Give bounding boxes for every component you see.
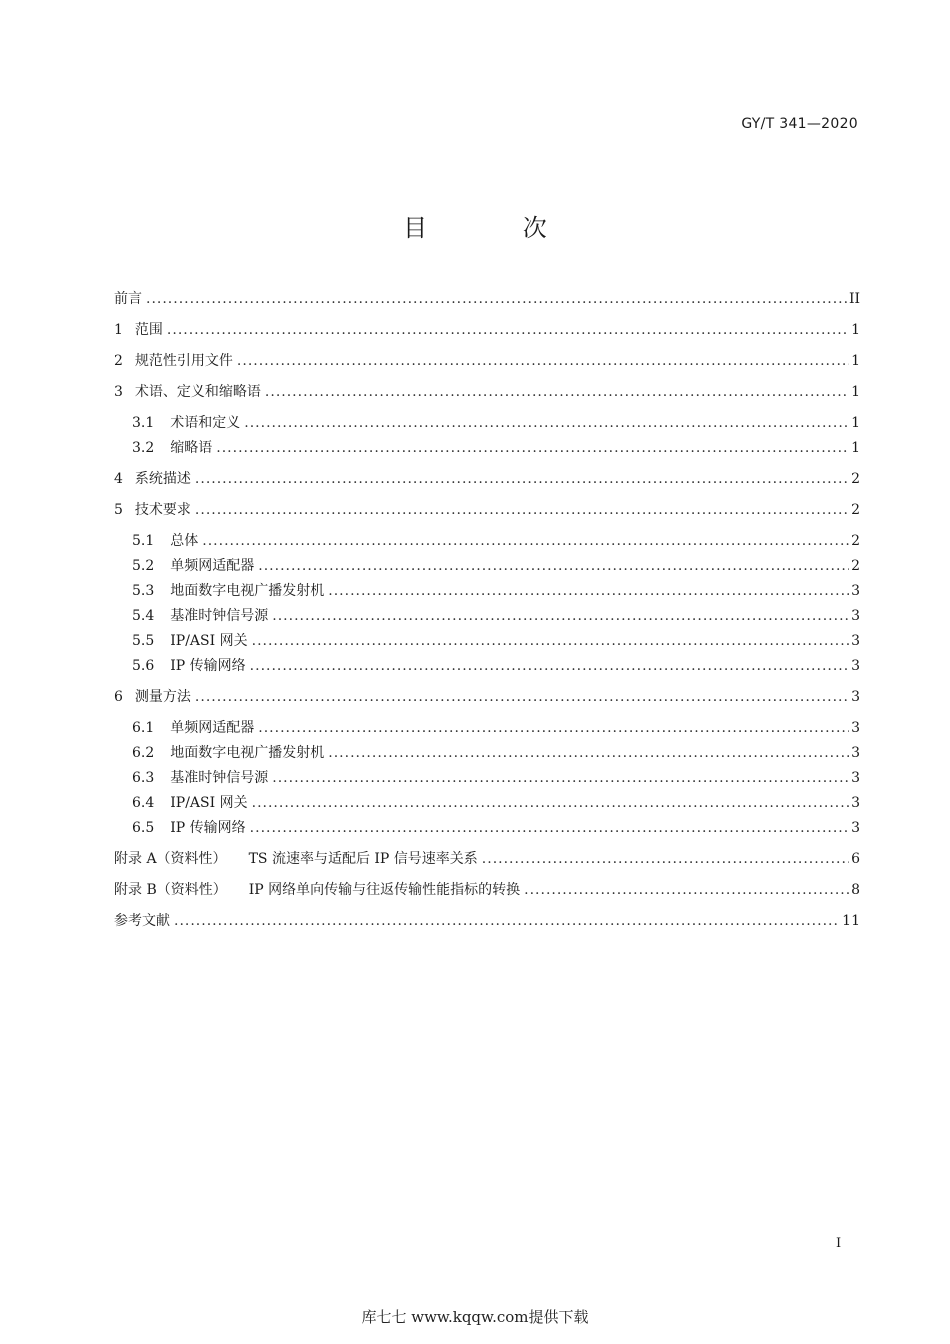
dot-leader [250,654,849,679]
toc-entry-annex-a[interactable] [114,847,860,872]
toc-entry-number: 5.1 [132,533,155,549]
dot-leader [202,529,849,554]
dot-leader [195,498,849,523]
dot-leader [174,909,840,934]
toc-page-number: 3 [851,820,860,836]
toc-entry-title: 范围 [134,322,163,338]
dot-leader [272,766,849,791]
page-number: I [836,1236,842,1251]
toc-page-number: 3 [851,583,860,599]
dot-leader [265,380,849,405]
toc-entry-number: 3.1 [132,415,155,431]
toc-page-number: 2 [851,558,860,574]
toc-entry-number: 6.5 [132,820,155,836]
dot-leader [195,685,849,710]
toc-page-number: 6 [851,851,860,867]
toc-entry-5-3[interactable] [114,579,860,604]
toc-entry-6-2[interactable] [114,741,860,766]
toc-page-number: II [848,291,860,307]
dot-leader [195,467,849,492]
toc-page-number: 3 [851,608,860,624]
toc-page-number: 8 [851,882,860,898]
toc-entry-6[interactable] [114,685,860,710]
toc-page-number: 3 [851,745,860,761]
toc-entry-3[interactable] [114,380,860,405]
toc-entry-references[interactable] [114,909,860,934]
toc-entry-number: 5.3 [132,583,155,599]
toc-entry-title: 单频网适配器 [170,558,255,574]
toc-entry-title: IP 传输网络 [170,658,246,674]
toc-entry-title: IP/ASI 网关 [170,633,248,649]
dot-leader [328,741,849,766]
toc-entry-number: 1 [114,322,123,338]
dot-leader [237,349,849,374]
toc-page-number: 3 [851,633,860,649]
dot-leader [272,604,849,629]
dot-leader [524,878,849,903]
toc-entry-6-5[interactable] [114,816,860,841]
toc-entry-5[interactable] [114,498,860,523]
toc-entry-title: 地面数字电视广播发射机 [170,745,325,761]
toc-entry-4[interactable] [114,467,860,492]
toc-entry-annex-b[interactable] [114,878,860,903]
dot-leader [252,791,849,816]
dot-leader [216,436,849,461]
toc-entry-6-3[interactable] [114,766,860,791]
toc-entry-title: 技术要求 [134,502,191,518]
toc-entry-title: 缩略语 [170,440,213,456]
toc-entry-6-1[interactable] [114,716,860,741]
toc-entry-title: 前言 [114,291,142,307]
toc-page-number: 11 [842,913,860,929]
page-title: 目 次 [403,214,591,242]
toc-entry-number: 6.3 [132,770,155,786]
toc-entry-5-6[interactable] [114,654,860,679]
standard-code: GY/T 341—2020 [741,116,858,132]
toc-entry-number: 2 [114,353,123,369]
toc-entry-title: 术语和定义 [170,415,241,431]
toc-page-number: 1 [851,384,860,400]
toc-entry-title: 参考文献 [114,913,170,929]
toc-entry-title: IP/ASI 网关 [170,795,248,811]
toc-entry-number: 6.4 [132,795,155,811]
toc-entry-number: 3.2 [132,440,155,456]
toc-entry-number: 5.6 [132,658,155,674]
toc-entry-title: IP 传输网络 [170,820,246,836]
toc-page-number: 3 [851,689,860,705]
table-of-contents [114,287,860,934]
toc-entry-number: 5 [114,502,123,518]
toc-entry-preface[interactable] [114,287,860,312]
toc-page-number: 3 [851,795,860,811]
toc-entry-number: 6 [114,689,123,705]
toc-entry-title: IP 网络单向传输与往返传输性能指标的转换 [248,882,521,898]
dot-leader [146,287,847,312]
toc-page-number: 3 [851,770,860,786]
toc-entry-title: 总体 [170,533,199,549]
toc-page-number: 2 [851,502,860,518]
toc-entry-title: 规范性引用文件 [134,353,233,369]
toc-entry-3-1[interactable] [114,411,860,436]
toc-entry-number: 6.1 [132,720,155,736]
toc-entry-number: 3 [114,384,123,400]
toc-entry-number: 6.2 [132,745,155,761]
dot-leader [167,318,849,343]
download-source-note: 库七七 www.kqqw.com提供下载 [361,1308,589,1326]
toc-entry-number: 5.4 [132,608,155,624]
dot-leader [250,816,849,841]
toc-entry-5-4[interactable] [114,604,860,629]
toc-entry-1[interactable] [114,318,860,343]
toc-entry-title: 测量方法 [134,689,191,705]
toc-entry-title: 地面数字电视广播发射机 [170,583,325,599]
toc-page-number: 3 [851,720,860,736]
dot-leader [258,716,849,741]
toc-entry-number: 4 [114,471,123,487]
toc-page-number: 1 [851,353,860,369]
toc-entry-title: 系统描述 [134,471,191,487]
toc-page-number: 1 [851,415,860,431]
toc-entry-5-5[interactable] [114,629,860,654]
toc-entry-3-2[interactable] [114,436,860,461]
dot-leader [482,847,849,872]
toc-page-number: 2 [851,533,860,549]
toc-entry-title: 术语、定义和缩略语 [134,384,261,400]
toc-entry-title: 基准时钟信号源 [170,770,269,786]
toc-page-number: 1 [851,440,860,456]
toc-entry-number: 5.2 [132,558,155,574]
dot-leader [252,629,849,654]
toc-page-number: 1 [851,322,860,338]
toc-entry-5-2[interactable] [114,554,860,579]
dot-leader [244,411,849,436]
toc-entry-title: 基准时钟信号源 [170,608,269,624]
dot-leader [258,554,849,579]
toc-annex-label: 附录 A（资料性） [114,851,227,867]
toc-annex-label: 附录 B（资料性） [114,882,227,898]
toc-entry-2[interactable] [114,349,860,374]
toc-page-number: 3 [851,658,860,674]
toc-entry-6-4[interactable] [114,791,860,816]
dot-leader [328,579,849,604]
toc-entry-title: TS 流速率与适配后 IP 信号速率关系 [248,851,478,867]
toc-entry-5-1[interactable] [114,529,860,554]
toc-entry-number: 5.5 [132,633,155,649]
toc-page-number: 2 [851,471,860,487]
toc-entry-title: 单频网适配器 [170,720,255,736]
